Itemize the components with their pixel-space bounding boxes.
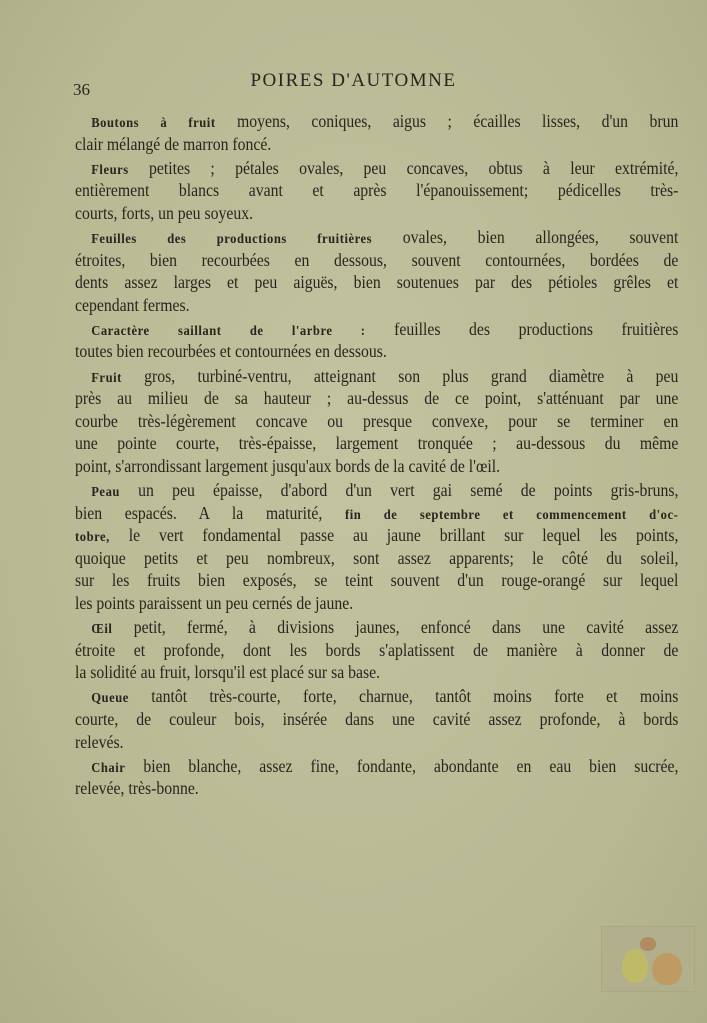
- paragraph-lead: Peau: [91, 485, 120, 500]
- text-line: [75, 524, 678, 547]
- text-line: [75, 365, 678, 388]
- text-line: [75, 731, 678, 754]
- text-line: [75, 226, 678, 249]
- line-text: gros, turbiné-ventru, atteignant son plus grand diamètre à peu: [121, 365, 679, 386]
- text-line: [75, 271, 678, 294]
- line-text: sur les fruits bien exposés, se teint souvent d'un rouge-orangé sur lequel: [75, 570, 679, 591]
- line-text: bien espacés. A la maturité,: [75, 502, 345, 523]
- text-line: [75, 410, 678, 433]
- line-text: dents assez larges et peu aiguës, bien soutenues par des pétioles grêles et: [75, 272, 679, 293]
- line-text: une pointe courte, très-épaisse, largement tronquée ; au-dessous du même: [75, 433, 679, 454]
- text-line: [75, 249, 678, 272]
- text-line: [75, 318, 678, 341]
- line-text: feuilles des productions fruitières: [365, 318, 679, 339]
- page-number: 36: [73, 80, 90, 99]
- paragraph: [75, 318, 679, 363]
- text-line: [75, 685, 678, 708]
- line-text: clair mélangé de marron foncé.: [75, 133, 272, 154]
- line-text: un peu épaisse, d'abord d'un vert gai semé de points gris-bruns,: [119, 480, 679, 500]
- paragraph: [75, 157, 679, 225]
- text-line: [75, 547, 678, 570]
- paragraph: [75, 226, 679, 316]
- paragraph-lead: Caractère saillant de l'arbre :: [91, 323, 366, 339]
- text-line: [75, 777, 678, 800]
- text-line: [75, 639, 678, 662]
- paragraph-lead: Feuilles des productions fruitières: [91, 231, 373, 247]
- line-text: relevée, très-bonne.: [75, 778, 199, 799]
- bold-phrase: fin de septembre et commencement d'oc-: [344, 507, 679, 523]
- line-text: les points paraissent un peu cernés de jaune.: [75, 592, 354, 613]
- line-text: étroites, bien recourbées en dessous, souvent contournées, bordées de: [75, 249, 679, 270]
- text-line: [75, 569, 678, 592]
- paragraph: [75, 685, 679, 753]
- text-line: [75, 133, 678, 156]
- paragraph: [75, 616, 679, 684]
- text-line: [75, 708, 678, 731]
- text-line: [75, 432, 678, 455]
- paragraph: [75, 755, 679, 800]
- text-line: [75, 294, 678, 317]
- text-line: [75, 157, 678, 180]
- text-line: [75, 179, 678, 202]
- line-text: près au milieu de sa hauteur ; au-dessus de ce point, s'atténuant par une: [75, 388, 679, 409]
- line-text: ovales, bien allongées, souvent: [372, 226, 679, 247]
- pear-illustration-thumbnail: [601, 926, 695, 992]
- line-text: courte, de couleur bois, insérée dans une cavité assez profonde, à bords: [75, 708, 679, 729]
- running-head: POIRES D'AUTOMNE: [250, 70, 457, 91]
- line-text: cependant fermes.: [75, 294, 190, 315]
- text-line: [75, 592, 678, 615]
- line-text: courts, forts, un peu soyeux.: [75, 202, 254, 223]
- paragraph-lead: Fleurs: [91, 162, 129, 178]
- line-text: relevés.: [75, 731, 124, 752]
- paragraph: [75, 110, 679, 155]
- paragraph-lead: Œil: [91, 622, 113, 638]
- text-line: [75, 502, 678, 525]
- bold-phrase: tobre,: [75, 530, 110, 546]
- text-line: [75, 661, 678, 684]
- line-text: courbe très-légèrement concave ou presque convexe, pour se terminer en: [75, 410, 679, 431]
- line-text: étroite et profonde, dont les bords s'aplatissent de manière à donner de: [75, 639, 679, 660]
- line-text: le vert fondamental passe au jaune brillant sur lequel les points,: [109, 525, 679, 546]
- line-text: entièrement blancs avant et après l'épanouissement; pédicelles très-: [75, 180, 679, 201]
- text-line: [75, 616, 678, 639]
- paragraph-lead: Boutons à fruit: [91, 116, 216, 131]
- text-line: [75, 455, 678, 478]
- text-line: [75, 387, 678, 410]
- text-line: [75, 755, 678, 778]
- line-text: la solidité au fruit, lorsqu'il est placé sur sa base.: [75, 662, 381, 683]
- page-body: [75, 110, 679, 801]
- line-text: point, s'arrondissant largement jusqu'aux bords de la cavité de l'œil.: [75, 455, 501, 476]
- paragraph: [75, 479, 679, 615]
- line-text: toutes bien recourbées et contournées en dessous.: [75, 341, 387, 362]
- text-line: [75, 110, 678, 133]
- line-text: tantôt très-courte, forte, charnue, tantôt moins forte et moins: [128, 686, 679, 707]
- text-line: [75, 479, 678, 502]
- paragraph-lead: Queue: [91, 691, 129, 707]
- line-text: quoique petits et peu nombreux, sont assez apparents; le côté du soleil,: [75, 547, 679, 568]
- paragraph: [75, 365, 679, 478]
- line-text: bien blanche, assez fine, fondante, abondante en eau bien sucrée,: [125, 755, 679, 776]
- line-text: moyens, coniques, aigus ; écailles lisses, d'un brun: [215, 111, 679, 131]
- paragraph-lead: Chair: [91, 760, 126, 776]
- paragraph-lead: Fruit: [91, 370, 122, 386]
- line-text: petit, fermé, à divisions jaunes, enfoncé dans une cavité assez: [112, 617, 679, 638]
- text-line: [75, 340, 678, 363]
- text-line: [75, 202, 678, 225]
- line-text: petites ; pétales ovales, peu concaves, obtus à leur extrémité,: [128, 157, 679, 178]
